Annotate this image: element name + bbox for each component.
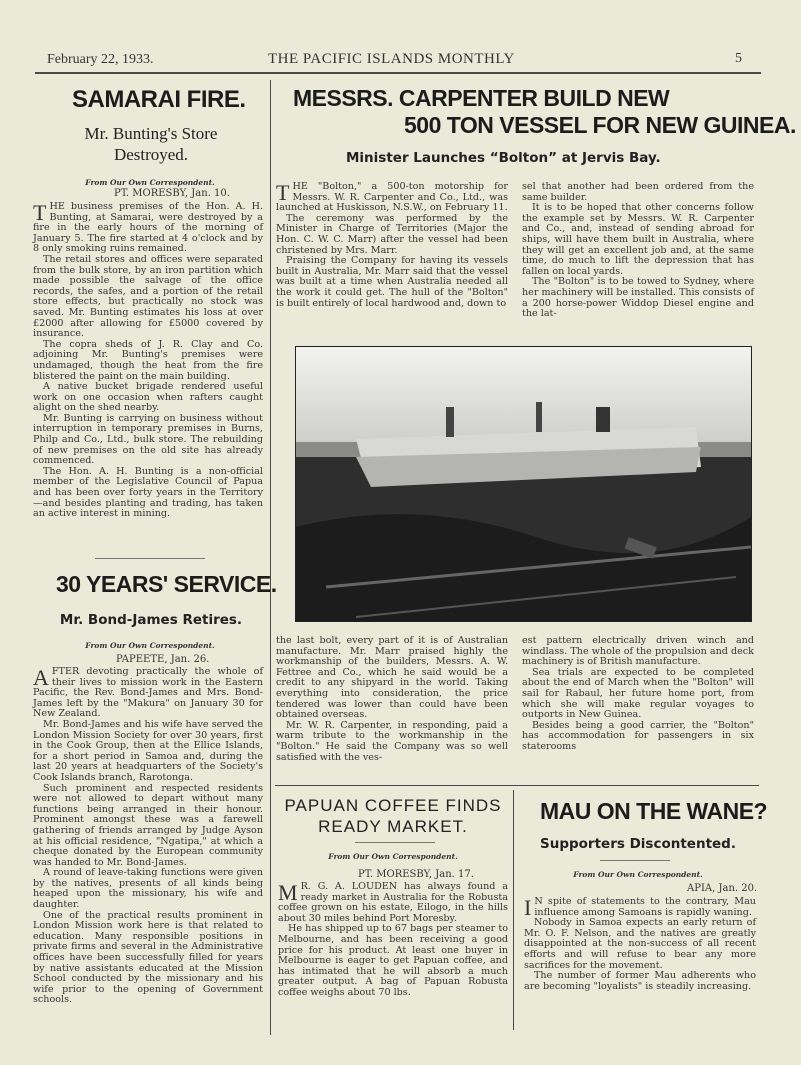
samarai-correspondent: From Our Own Correspondent. (85, 178, 215, 187)
coffee-dropcap: M (278, 880, 298, 905)
mau-paragraph: Nobody in Samoa expects an early return of Mr. O. F. Nelson, and the natives are greatly disappointed at the non-success of all recent efforts and will refuse to bear any more sacrifices for the movement. (524, 917, 756, 971)
carpenter-paragraph: sel that another had been ordered from the same builder. (522, 181, 754, 203)
mau-dropcap: I (524, 895, 532, 920)
coffee-dateline: PT. MORESBY, Jan. 17. (358, 869, 474, 880)
samarai-subhead-2: Destroyed. (113, 145, 189, 164)
bolton-launch-photo (295, 346, 752, 622)
service-body (33, 667, 263, 1006)
coffee-headline-2: READY MARKET. (318, 817, 468, 836)
service-subhead: Mr. Bond-James Retires. (59, 612, 243, 628)
mau-subhead: Supporters Discontented. (540, 836, 736, 852)
carpenter-paragraph: the last bolt, every part of it is of Australian manufacture. Mr. Marr praised highly the workmanship of the builders, Messrs. A. W. Fettree and Co., which he said would be a credit to any shipyard in the world. Taking everything into consideration, the price tendered was lower than could have been obtained overseas. (276, 635, 508, 721)
samarai-paragraph: Mr. Bunting is carrying on business without interruption in temporary premises in Burns, Philp and Co., Ltd., bulk store. The rebuilding of new premises on the old site has already commenced. (33, 412, 263, 467)
bottom-middle-divider (513, 790, 514, 1030)
samarai-paragraph: The Hon. A. H. Bunting is a non-official member of the Legislative Council of Papua and has been over forty years in the Territory—and besides planting and trading, has taken an active interest in mining. (33, 465, 263, 520)
coffee-rule (355, 842, 435, 843)
carpenter-subhead: Minister Launches “Bolton” at Jervis Bay. (346, 150, 661, 166)
samarai-paragraph: The retail stores and offices were separated from the bulk store, by an iron partition which made possible the salvage of the office records, the safes, and a portion of the retail store effects, but practically no stock was saved. Mr. Bunting estimates his loss at over £2000 after allowing for £5000 covered by insurance. (33, 253, 263, 340)
service-headline: 30 YEARS' SERVICE. (56, 571, 277, 597)
carpenter-col-2 (522, 182, 754, 320)
mau-paragraph: N spite of statements to the contrary, Mau influence among Samoans is rapidly waning. (534, 896, 756, 918)
mau-correspondent: From Our Own Correspondent. (573, 870, 703, 879)
samarai-headline: SAMARAI FIRE. (72, 86, 246, 113)
carpenter-col-3 (276, 636, 508, 763)
carpenter-paragraph: It is to be hoped that other concerns follow the example set by Messrs. W. R. Carpenter and Co., and, instead of sending abroad for ships, will have them built in Australia, where they will get an excellent job and, at the same time, do much to lift the depression that has fallen on local yards. (522, 202, 754, 277)
mau-rule (600, 860, 670, 861)
service-paragraph: FTER devoting practically the whole of their lives to mission work in the Eastern Pacific, the Rev. Bond-James and Mrs. Bond-James left by the "Makura" on January 30 for New Zealand. (33, 666, 263, 720)
samarai-end-rule (95, 558, 205, 559)
coffee-paragraph: He has shipped up to 67 bags per steamer to Melbourne, and has been receiving a good price for his product. At least one buyer in Melbourne is eager to get Papuan coffee, and has intimated that he will absorb a much greater output. A bag of Papuan Robusta coffee weighs about 70 lbs. (278, 923, 508, 998)
coffee-body (278, 882, 508, 999)
carpenter-col-1 (276, 182, 508, 309)
coffee-paragraph: R. G. A. LOUDEN has always found a ready market in Australia for the Robusta coffee grown on his estate, Eilogo, in the hills about 30 miles behind Port Moresby. (278, 881, 508, 924)
carpenter-dropcap: T (276, 180, 290, 205)
samarai-paragraph: HE business premises of the Hon. A. H. Bunting, at Samarai, were destroyed by a fire in the early hours of the morning of January 5. The fire started at 4 o'clock and by 8 only smoking ruins remained. (33, 201, 263, 255)
coffee-headline-1: PAPUAN COFFEE FINDS (284, 796, 502, 815)
carpenter-paragraph: Sea trials are expected to be completed about the end of March when the "Bolton" will sail for Rabaul, her future home port, from which she will make regular voyages to outports in New Guinea. (522, 666, 754, 721)
left-column-divider (270, 80, 271, 1035)
service-paragraph: Mr. Bond-James and his wife have served the London Mission Society for over 30 years, first in the Cook Group, then at the Ellice Islands, for a short period in Samoa and, during the last 20 years at headquarters of the Society's Cook Islands branch, Rarotonga. (33, 718, 263, 783)
carpenter-headline-2: 500 TON VESSEL FOR NEW GUINEA. (404, 112, 796, 138)
carpenter-headline-1: MESSRS. CARPENTER BUILD NEW (293, 85, 670, 111)
samarai-dateline: PT. MORESBY, Jan. 10. (114, 188, 230, 199)
mau-dateline: APIA, Jan. 20. (687, 883, 758, 894)
service-paragraph: A round of leave-taking functions were given by the natives, presents of all kinds being heaped upon the missionary, his wife and daughter. (33, 867, 263, 911)
carpenter-col-4 (522, 636, 754, 753)
coffee-correspondent: From Our Own Correspondent. (328, 852, 458, 861)
service-paragraph: Such prominent and respected residents were not allowed to depart without many functions being arranged in their honour. Prominent amongst these was a farewell gathering of friends arranged by Judge Ayson at his official residence, "Ngatipa," at which a cheque donated by the European community was handed to Mr. Bond-James. (33, 782, 263, 868)
carpenter-paragraph: Praising the Company for having its vessels built in Australia, Mr. Marr said that the vessel was built at a time when Australia needed all the work it could get. The hull of the "Bolton" is built entirely of local hardwood and, down to (276, 255, 508, 309)
carpenter-paragraph: Mr. W. R. Carpenter, in responding, paid a warm tribute to the workmanship in the "Bolton." He said the Company was so well satisfied with the ves- (276, 719, 508, 763)
mau-headline: MAU ON THE WANE? (540, 798, 768, 824)
masthead: THE PACIFIC ISLANDS MONTHLY (268, 51, 515, 67)
samarai-paragraph: The copra sheds of J. R. Clay and Co. adjoining Mr. Bunting's premises were undamaged, though the heat from the fire blistered the paint on the main building. (33, 338, 263, 382)
carpenter-paragraph: Besides being a good carrier, the "Bolton" has accommodation for passengers in six staterooms (522, 719, 754, 752)
mau-paragraph: The number of former Mau adherents who are becoming "loyalists" is steadily increasing. (524, 970, 756, 992)
samarai-body (33, 202, 263, 520)
service-correspondent: From Our Own Correspondent. (85, 641, 215, 650)
carpenter-paragraph: The ceremony was performed by the Minister in Charge of Territories (Major the Hon. C. W. C. Marr) after the vessel had been christened by Mrs. Marr. (276, 212, 508, 256)
service-dateline: PAPEETE, Jan. 26. (116, 654, 210, 665)
carpenter-paragraph: est pattern electrically driven winch and windlass. The whole of the propulsion and deck machinery is of British manufacture. (522, 635, 754, 668)
mau-body (524, 897, 756, 992)
ship-launch-image (296, 347, 751, 621)
service-paragraph: One of the practical results prominent in London Mission work here is that related to education. Many responsible positions in private firms and several in the Administrative offices have been successfully filled for years by native assistants educated at the Mission School conducted by the missionary and his wife prior to the opening of Government schools. (33, 909, 263, 1006)
service-dropcap: A (33, 665, 49, 690)
issue-date: February 22, 1933. (47, 52, 154, 67)
samarai-subhead-1: Mr. Bunting's Store (84, 124, 218, 143)
carpenter-paragraph: The "Bolton" is to be towed to Sydney, where her machinery will be installed. This consists of a 200 horse-power Widdop Diesel engine and the lat- (522, 276, 754, 320)
samarai-dropcap: T (33, 200, 47, 225)
samarai-paragraph: A native bucket brigade rendered useful work on one occasion when rafters caught alight on the shed nearby. (33, 381, 263, 414)
carpenter-end-rule (275, 785, 759, 786)
page-number: 5 (735, 51, 742, 66)
header-rule (35, 72, 761, 74)
carpenter-paragraph: HE "Bolton," a 500-ton motorship for Messrs. W. R. Carpenter and Co., Ltd., was launched at Huskisson, N.S.W., on February 11. (276, 181, 508, 214)
